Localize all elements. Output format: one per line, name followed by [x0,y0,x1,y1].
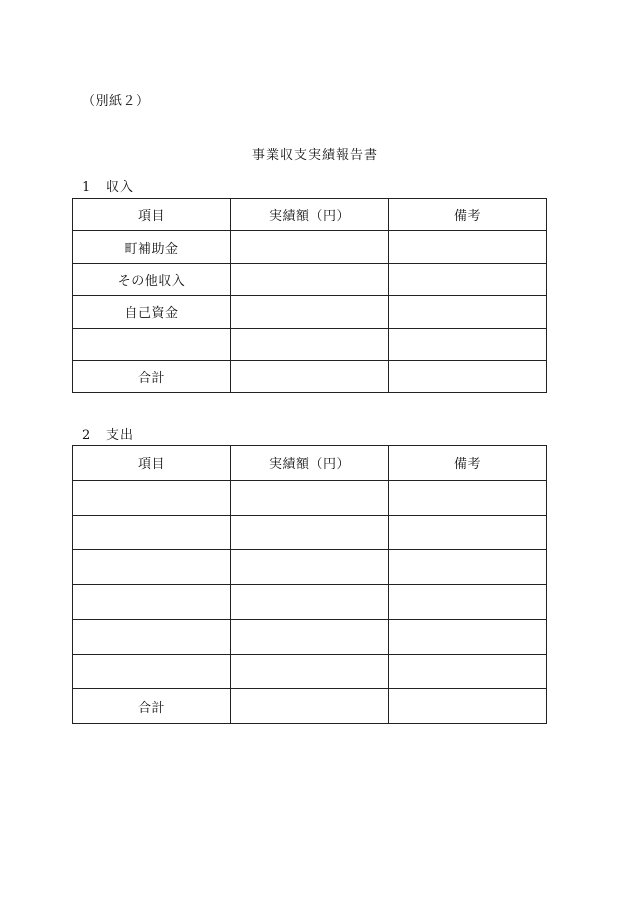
expense-header-item: 項目 [73,446,231,481]
expense-remarks-cell[interactable] [389,515,547,550]
expense-item-cell[interactable] [73,480,231,515]
income-amount-cell[interactable] [231,263,389,295]
expense-amount-cell[interactable] [231,515,389,550]
income-total-amount[interactable] [231,360,389,392]
income-item-cell: その他収入 [73,263,231,295]
income-section-label: 収入 [106,180,135,195]
expense-section-heading [82,428,134,444]
attachment-label: （別紙２） [82,94,150,109]
income-total-row [73,360,547,392]
table-row [73,550,547,585]
income-header-row [73,199,547,231]
expense-section-label: 支出 [106,428,135,443]
income-header-remarks: 備考 [389,199,547,231]
expense-amount-cell[interactable] [231,550,389,585]
expense-section-number: 2 [82,428,91,443]
income-remarks-cell[interactable] [389,328,547,360]
income-amount-cell[interactable] [231,296,389,328]
expense-remarks-cell[interactable] [389,480,547,515]
income-item-cell[interactable] [73,328,231,360]
income-section-heading [82,180,134,196]
expense-total-row [73,689,547,724]
income-section-number: 1 [82,180,91,195]
expense-header-amount: 実績額（円） [231,446,389,481]
income-remarks-cell[interactable] [389,263,547,295]
income-item-cell: 町補助金 [73,231,231,263]
expense-amount-cell[interactable] [231,585,389,620]
table-row [73,231,547,263]
table-row [73,296,547,328]
expense-remarks-cell[interactable] [389,619,547,654]
income-amount-cell[interactable] [231,328,389,360]
income-total-label: 合計 [73,360,231,392]
expense-total-amount[interactable] [231,689,389,724]
income-header-item: 項目 [73,199,231,231]
table-row [73,619,547,654]
document-title: 事業収支実績報告書 [251,148,378,163]
expense-amount-cell[interactable] [231,654,389,689]
income-table [72,198,547,393]
income-header-amount: 実績額（円） [231,199,389,231]
expense-remarks-cell[interactable] [389,654,547,689]
table-row [73,263,547,295]
expense-header-row [73,446,547,481]
income-item-cell: 自己資金 [73,296,231,328]
expense-item-cell[interactable] [73,619,231,654]
table-row [73,654,547,689]
table-row [73,585,547,620]
expense-item-cell[interactable] [73,585,231,620]
expense-item-cell[interactable] [73,654,231,689]
income-total-remarks[interactable] [389,360,547,392]
expense-item-cell[interactable] [73,515,231,550]
table-row [73,480,547,515]
expense-total-remarks[interactable] [389,689,547,724]
expense-remarks-cell[interactable] [389,585,547,620]
table-row [73,515,547,550]
expense-table [72,445,547,724]
expense-amount-cell[interactable] [231,619,389,654]
expense-header-remarks: 備考 [389,446,547,481]
expense-item-cell[interactable] [73,550,231,585]
table-row [73,328,547,360]
income-amount-cell[interactable] [231,231,389,263]
income-remarks-cell[interactable] [389,296,547,328]
income-remarks-cell[interactable] [389,231,547,263]
expense-remarks-cell[interactable] [389,550,547,585]
expense-total-label: 合計 [73,689,231,724]
expense-amount-cell[interactable] [231,480,389,515]
